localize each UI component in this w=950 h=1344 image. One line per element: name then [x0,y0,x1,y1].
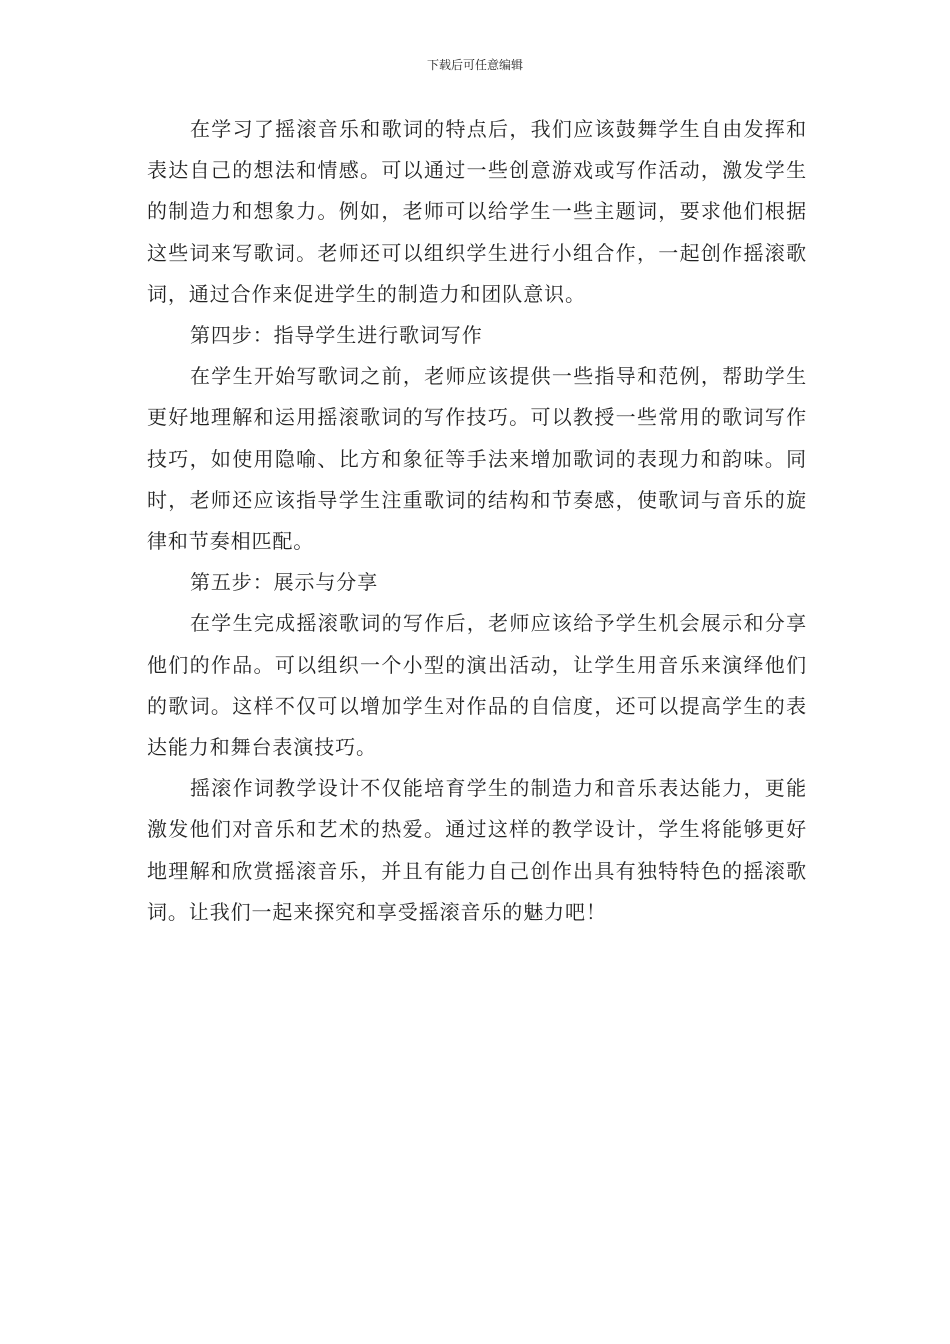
step-5-heading: 第五步：展示与分享 [190,570,379,595]
paragraph-2: 在学生开始写歌词之前，老师应该提供一些指导和范例，帮助学生更好地理解和运用摇滚歌词的写作技巧。可以教授一些常用的歌词写作技巧，如使用隐喻、比方和象征等手法来增加歌词的表现力和韵味。同时，老师还应该指导学生注重歌词的结构和节奏感，使歌词与音乐的旋律和节奏相匹配。 [147,364,807,554]
step-4-heading: 第四步：指导学生进行歌词写作 [190,323,483,348]
document-body [147,109,807,933]
paragraph-1: 在学习了摇滚音乐和歌词的特点后，我们应该鼓舞学生自由发挥和表达自己的想法和情感。可以通过一些创意游戏或写作活动，激发学生的制造力和想象力。例如，老师可以给学生一些主题词，要求他们根据这些词来写歌词。老师还可以组织学生进行小组合作，一起创作摇滚歌词，通过合作来促进学生的制造力和团队意识。 [147,117,807,306]
header-note: 下载后可任意编辑 [426,58,523,72]
paragraph-4: 摇滚作词教学设计不仅能培育学生的制造力和音乐表达能力，更能激发他们对音乐和艺术的热爱。通过这样的教学设计，学生将能够更好地理解和欣赏摇滚音乐，并且有能力自己创作出具有独特特色的摇滚歌词。让我们一起来探究和享受摇滚音乐的魅力吧！ [147,776,807,924]
paragraph-3: 在学生完成摇滚歌词的写作后，老师应该给予学生机会展示和分享他们的作品。可以组织一个小型的演出活动，让学生用音乐来演绎他们的歌词。这样不仅可以增加学生对作品的自信度，还可以提高学生的表达能力和舞台表演技巧。 [147,611,807,760]
